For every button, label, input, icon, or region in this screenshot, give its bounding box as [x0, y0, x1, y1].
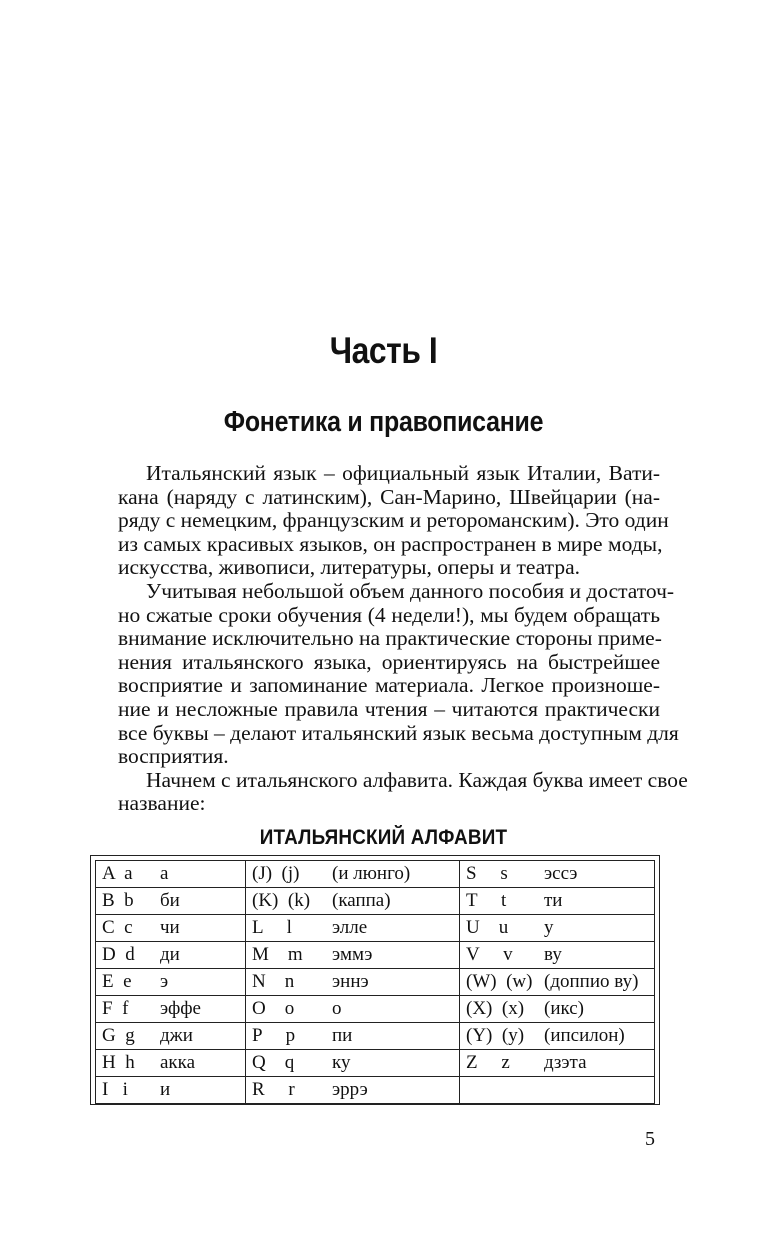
text-line: Итальянский язык – официальный язык Италии, Вати- [146, 461, 660, 485]
alphabet-cell [246, 1050, 460, 1077]
table-row [96, 1023, 655, 1050]
table-row [96, 969, 655, 996]
text-line: восприятия. [118, 744, 229, 769]
letter-pair: H h [102, 1052, 135, 1073]
section-title: Фонетика и правописание [223, 406, 544, 438]
letter-pair: A a [102, 863, 133, 884]
alphabet-cell [246, 1077, 460, 1104]
letter-pair: U u [466, 917, 509, 938]
alphabet-cell [96, 861, 246, 888]
text-line: Учитывая небольшой объем данного пособия и достаточ- [146, 578, 675, 603]
alphabet-cell [96, 1050, 246, 1077]
letter-pair: (J) (j) [252, 863, 300, 884]
alphabet-cell [96, 942, 246, 969]
body-text [90, 461, 688, 816]
letter-pair: G g [102, 1025, 135, 1046]
text-line: но сжатые сроки обучения (4 недели!), мы будем обращать [118, 602, 660, 627]
text-line: внимание исключительно на практические стороны приме- [118, 626, 662, 651]
alphabet-cell [460, 1050, 655, 1077]
alphabet-cell [460, 1077, 655, 1104]
letter-pair: F f [102, 998, 129, 1019]
letter-name: ку [332, 1052, 351, 1073]
letter-name: чи [160, 917, 180, 938]
alphabet-cell [460, 861, 655, 888]
text-line: ние и несложные правила чтения – читаются практически [118, 696, 660, 721]
letter-name: ди [160, 944, 180, 965]
letter-name: джи [160, 1025, 193, 1046]
letter-name: эммэ [332, 944, 373, 965]
alphabet-table [95, 860, 655, 1104]
text-line: ряду с немецким, французским и ретороманским). Это один [118, 508, 669, 533]
letter-name: (доппио ву) [544, 971, 639, 992]
alphabet-cell [96, 888, 246, 915]
table-row [96, 1077, 655, 1104]
alphabet-cell [246, 942, 460, 969]
alphabet-cell [246, 996, 460, 1023]
letter-pair: Q q [252, 1052, 295, 1073]
paragraph-1 [90, 461, 669, 580]
text-line: все буквы – делают итальянский язык весьма доступным для [118, 720, 679, 745]
text-line: Начнем с итальянского алфавита. Каждая буква имеет свое [146, 767, 688, 792]
table-row [96, 1050, 655, 1077]
letter-pair: P p [252, 1025, 296, 1046]
alphabet-cell [246, 888, 460, 915]
letter-pair: M m [252, 944, 303, 965]
part-title: Часть I [329, 330, 438, 371]
letter-pair: V v [466, 944, 513, 965]
paragraph-3 [90, 767, 688, 816]
page-number: 5 [645, 1128, 655, 1150]
alphabet-cell [460, 1023, 655, 1050]
letter-name: пи [332, 1025, 353, 1046]
alphabet-cell [246, 1023, 460, 1050]
letter-name: акка [160, 1052, 196, 1073]
alphabet-cell [96, 915, 246, 942]
letter-name: (ипсилон) [544, 1025, 625, 1046]
alphabet-cell [460, 888, 655, 915]
table-row [96, 996, 655, 1023]
letter-pair: B b [102, 890, 134, 911]
letter-name: элле [332, 917, 368, 938]
alphabet-cell [460, 969, 655, 996]
letter-name: эссэ [544, 863, 578, 884]
letter-name: (каппа) [332, 890, 391, 911]
alphabet-cell [96, 1023, 246, 1050]
alphabet-cell [96, 1077, 246, 1104]
text-line: кана (наряду с латинским), Сан-Марино, Швейцарии (на- [118, 484, 660, 509]
letter-pair: Z z [466, 1052, 510, 1073]
text-line: искусства, живописи, литературы, оперы и театра. [118, 555, 580, 580]
letter-pair: I i [102, 1079, 128, 1100]
letter-pair: (K) (k) [252, 890, 311, 911]
letter-name: дзэта [544, 1052, 587, 1073]
letter-name: и [160, 1079, 171, 1100]
alphabet-cell [96, 996, 246, 1023]
alphabet-cell [246, 969, 460, 996]
table-title: ИТАЛЬЯНСКИЙ АЛФАВИТ [259, 826, 508, 849]
letter-pair: (Y) (y) [466, 1025, 525, 1046]
alphabet-table-frame [90, 855, 660, 1105]
letter-pair: O o [252, 998, 295, 1019]
letter-name: о [332, 998, 342, 1019]
letter-name: а [160, 863, 169, 884]
letter-name: эффе [160, 998, 201, 1019]
letter-pair: (X) (x) [466, 998, 525, 1019]
table-row [96, 861, 655, 888]
table-row [96, 915, 655, 942]
table-row [96, 888, 655, 915]
letter-name: эррэ [332, 1079, 368, 1100]
letter-name: (и люнго) [332, 863, 411, 884]
letter-name: э [160, 971, 169, 992]
letter-pair: D d [102, 944, 135, 965]
letter-pair: E e [102, 971, 132, 992]
text-line: восприятие и запоминание материала. Легкое произноше- [118, 673, 660, 698]
alphabet-cell [460, 942, 655, 969]
alphabet-cell [246, 861, 460, 888]
text-line: из самых красивых языков, он распространен в мире моды, [118, 531, 663, 556]
letter-name: эннэ [332, 971, 369, 992]
letter-pair: N n [252, 971, 295, 992]
alphabet-cell [460, 996, 655, 1023]
alphabet-cell [460, 915, 655, 942]
letter-name: у [544, 917, 554, 938]
letter-pair: S s [466, 863, 508, 884]
letter-pair: (W) (w) [466, 971, 533, 992]
table-row [96, 942, 655, 969]
text-line: название: [118, 791, 206, 816]
text-line: нения итальянского языка, ориентируясь на быстрейшее [118, 649, 660, 674]
paragraph-2 [90, 578, 679, 769]
letter-name: би [160, 890, 180, 911]
letter-pair: R r [252, 1079, 295, 1100]
alphabet-cell [96, 969, 246, 996]
letter-name: ти [544, 890, 563, 911]
letter-pair: T t [466, 890, 507, 911]
letter-name: ву [544, 944, 562, 965]
alphabet-cell [246, 915, 460, 942]
letter-pair: C c [102, 917, 133, 938]
letter-pair: L l [252, 917, 292, 938]
letter-name: (икс) [544, 998, 585, 1019]
